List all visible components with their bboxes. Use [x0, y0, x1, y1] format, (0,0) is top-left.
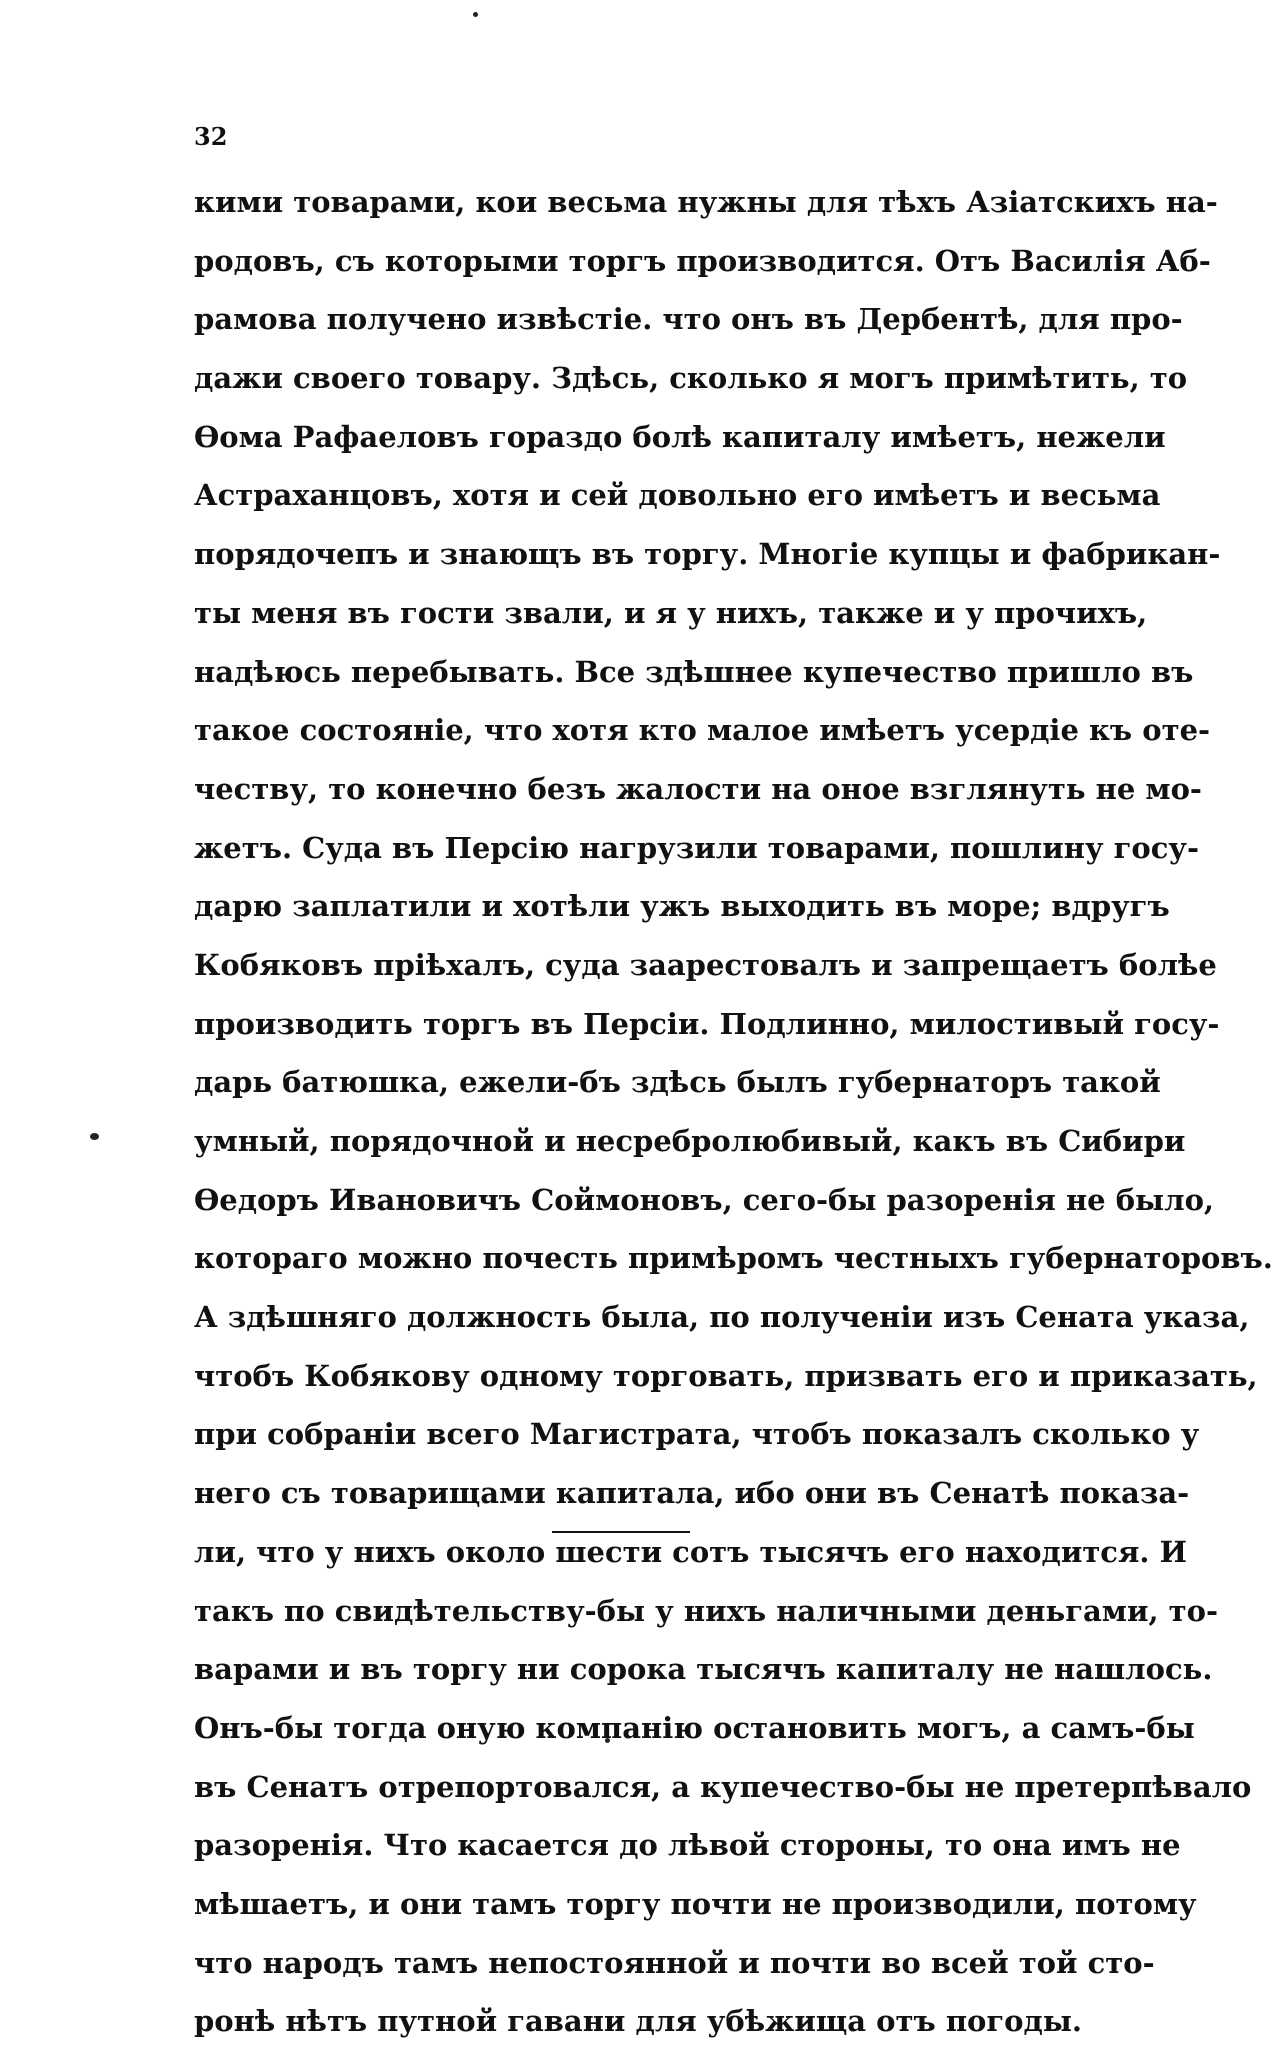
text-line: умный, порядочной и несребролюбивый, какъ въ Сибири [194, 1124, 1186, 1158]
text-line: въ Сенатъ отрепортовался, а купечество-бы не претерпѣвало [194, 1769, 1252, 1804]
text-line-last: ронѣ нѣтъ путной гавани для убѣжища отъ погоды. [194, 2004, 1083, 2039]
text-line: дарю заплатили и хотѣли ужъ выходить въ море; вдругъ [194, 889, 1170, 924]
text-line: ли, что у нихъ около шести сотъ тысячъ его находится. И [194, 1534, 1187, 1569]
text-line: Ѳедоръ Ивановичъ Соймоновъ, сего-бы разоренія не было, [194, 1182, 1215, 1217]
ink-speck-margin [90, 1133, 99, 1140]
text-line: варами и въ торгу ни сорока тысячъ капиталу не нашлось. [194, 1652, 1213, 1687]
text-line: Кобяковъ пріѣхалъ, суда заарестовалъ и запрещаетъ болѣе [194, 947, 1217, 982]
text-line: честву, то конечно безъ жалости на оное взглянуть не мо- [194, 771, 1202, 806]
text-line: Ѳома Рафаеловъ гораздо болѣ капиталу имѣетъ, нежели [194, 419, 1166, 454]
text-line: такъ по свидѣтельству-бы у нихъ наличными деньгами, то- [194, 1593, 1218, 1628]
text-line: кими товарами, кои весьма нужны для тѣхъ Азіатскихъ на- [194, 185, 1218, 219]
text-line: него съ товарищами капитала, ибо они въ Сенатѣ показа- [194, 1476, 1190, 1511]
text-line: А здѣшняго должность была, по полученіи изъ Сената указа, [194, 1300, 1250, 1335]
section-end-rule [552, 1531, 690, 1533]
text-line: порядочепъ и знающъ въ торгу. Многіе купцы и фабрикан- [194, 537, 1221, 572]
text-line: Онъ-бы тогда оную компанію остановить могъ, а самъ-бы [194, 1710, 1195, 1745]
text-line: такое состояніе, что хотя кто малое имѣетъ усердіе къ оте- [194, 713, 1211, 748]
text-line: дарь батюшка, ежели-бъ здѣсь былъ губернаторъ такой [194, 1065, 1161, 1100]
text-line: мѣшаетъ, и они тамъ торгу почти не производили, потому [194, 1886, 1197, 1921]
text-line: рамова получено извѣстіе. что онъ въ Дербентѣ, для про- [194, 302, 1183, 337]
text-line: чтобъ Кобякову одному торговать, призвать его и приказать, [194, 1358, 1258, 1393]
text-line: что народъ тамъ непостоянной и почти во всей той сто- [194, 1945, 1155, 1980]
text-line: котораго можно почесть примѣромъ честныхъ губернаторовъ. [194, 1241, 1273, 1276]
text-line: надѣюсь перебывать. Все здѣшнее купечество пришло въ [194, 654, 1194, 689]
text-line: дажи своего товару. Здѣсь, сколько я могъ примѣтить, то [194, 361, 1188, 396]
text-line: жетъ. Суда въ Персію нагрузили товарами, пошлину госу- [194, 830, 1199, 865]
text-line: родовъ, съ которыми торгъ производится. Отъ Василія Аб- [194, 243, 1211, 278]
text-line: Астраханцовъ, хотя и сей довольно его имѣетъ и весьма [194, 478, 1161, 513]
text-line: разоренія. Что касается до лѣвой стороны, то она имъ не [194, 1828, 1181, 1863]
text-line: производить торгъ въ Персіи. Подлинно, милостивый госу- [194, 1006, 1220, 1041]
text-line: при собраніи всего Магистрата, чтобъ показалъ сколько у [194, 1417, 1200, 1452]
text-line: ты меня въ гости звали, и я у нихъ, также и у прочихъ, [194, 595, 1148, 630]
page-number: 32 [194, 122, 228, 151]
body-text [194, 173, 1273, 2051]
ink-speck-top [473, 12, 478, 17]
